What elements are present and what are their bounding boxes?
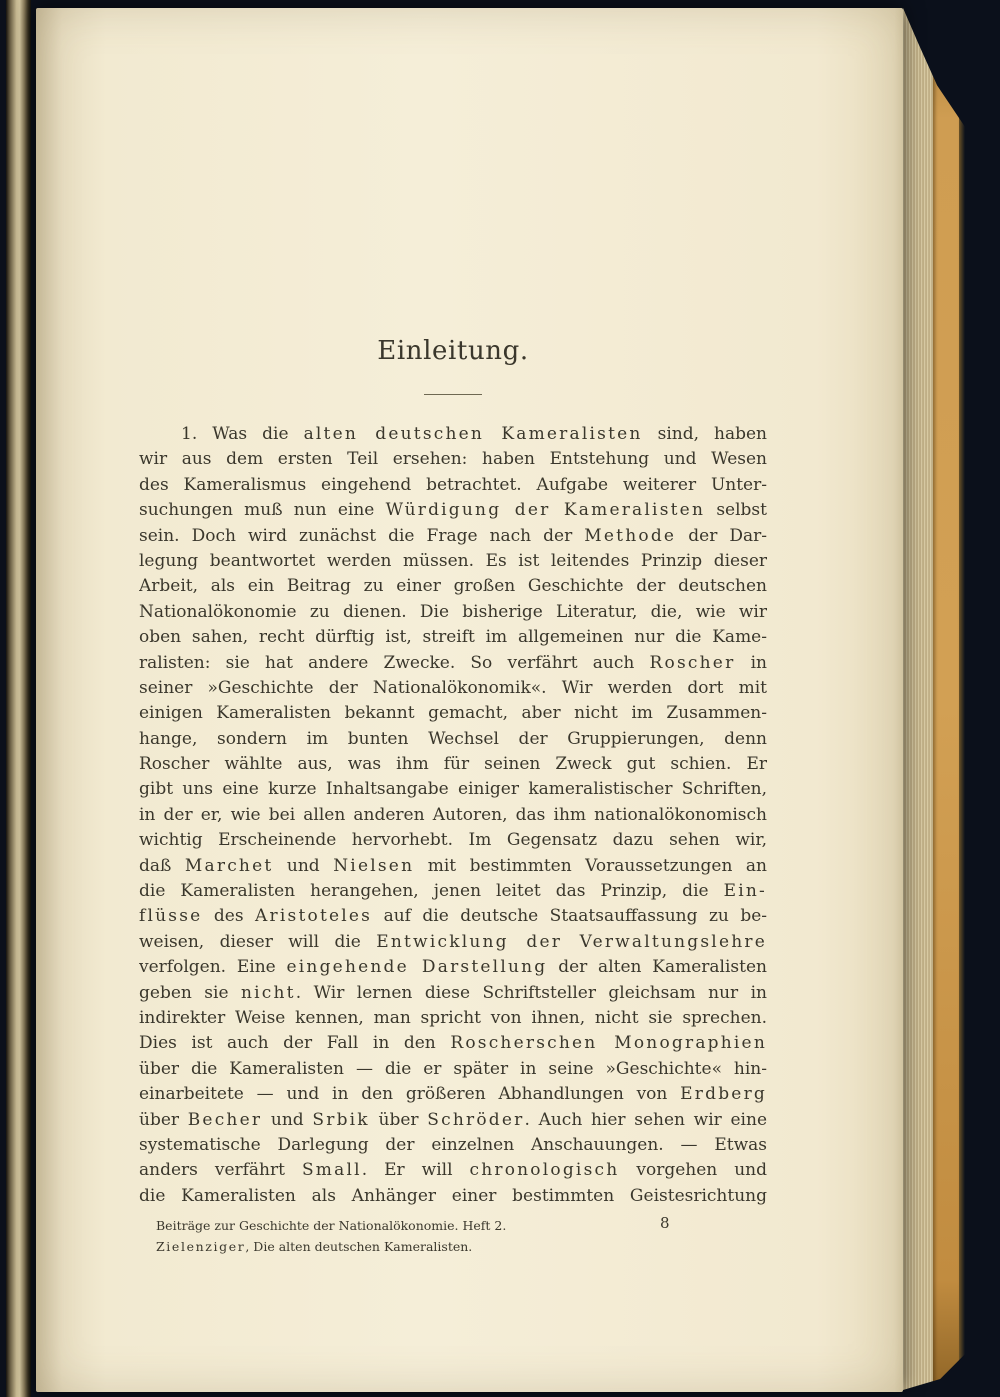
fore-edge: [903, 8, 965, 1390]
text-line: [139, 1133, 767, 1158]
text-segment: . Er will: [361, 1160, 470, 1181]
emphasized-text: Roscher: [649, 652, 736, 673]
text-segment: Dies ist auch der Fall in den: [139, 1033, 451, 1054]
text-segment: die Kameralisten als Anhänger einer bestimmten Geistesrichtung: [139, 1185, 767, 1206]
text-line: [139, 1108, 767, 1133]
text-segment: einigen Kameralisten bekannt gemacht, aber nicht im Zusammen-: [139, 703, 767, 724]
text-segment: des: [202, 906, 256, 927]
text-segment: über die Kameralisten — die er später in seine »Geschichte« hin-: [139, 1058, 767, 1079]
text-segment: weisen, dieser will die: [139, 931, 377, 952]
emphasized-text: chronologisch: [469, 1160, 620, 1181]
book-page: [36, 8, 903, 1392]
text-line: [139, 473, 767, 498]
text-line: [139, 701, 767, 726]
text-segment: des Kameralismus eingehend betrachtet. Aufgabe weiterer Unter-: [139, 474, 767, 495]
page-title: Einleitung.: [377, 336, 529, 366]
text-line: [139, 777, 767, 802]
text-segment: gibt uns eine kurze Inhaltsangabe einiger kameralistischer Schriften,: [139, 779, 767, 800]
footer-author-name: Zielenziger: [156, 1239, 246, 1254]
text-line: [139, 1082, 767, 1107]
text-segment: selbst: [705, 500, 767, 521]
text-segment: in der er, wie bei allen anderen Autoren, das ihm nationalökonomisch: [139, 804, 767, 825]
emphasized-text: Marchet: [184, 855, 274, 876]
text-line: [139, 752, 767, 777]
text-segment: legung beantwortet werden müssen. Es ist leitendes Prinzip dieser: [139, 550, 767, 571]
text-segment: Roscher wählte aus, was ihm für seinen Zweck gut schien. Er: [139, 754, 767, 775]
emphasized-text: Nielsen: [333, 855, 415, 876]
text-segment: über: [139, 1109, 188, 1130]
emphasized-text: Schröder: [427, 1109, 525, 1130]
text-segment: verfolgen. Eine: [139, 957, 287, 978]
emphasized-text: Ein-: [723, 881, 767, 902]
emphasized-text: Entwicklung der Verwaltungslehre: [376, 931, 767, 952]
footer-series-note: Beiträge zur Geschichte der Nationalökonomie. Heft 2.: [156, 1218, 507, 1233]
emphasized-text: Becher: [187, 1109, 263, 1130]
edge-shadow: [959, 8, 965, 1390]
text-line: [139, 498, 767, 523]
text-segment: geben sie: [139, 982, 241, 1003]
text-line: [139, 1184, 767, 1209]
text-segment: ralisten: sie hat andere Zwecke. So verfährt auch: [139, 652, 650, 673]
text-segment: . Wir lernen diese Schriftsteller gleichsam nur in: [295, 982, 767, 1003]
text-line: [139, 1006, 767, 1031]
text-line: [139, 879, 767, 904]
page-stack-edge: [903, 8, 933, 1390]
footer-author-rest: , Die alten deutschen Kameralisten.: [245, 1239, 473, 1254]
text-segment: einarbeitete — und in den größeren Abhandlungen von: [139, 1084, 681, 1105]
text-segment: wichtig Erscheinende hervorhebt. Im Gegensatz dazu sehen wir,: [139, 830, 767, 851]
text-segment: vorgehen und: [619, 1160, 767, 1181]
text-line: [139, 422, 767, 447]
emphasized-text: Small: [301, 1160, 362, 1181]
text-line: [139, 447, 767, 472]
text-segment: sind, haben: [642, 424, 767, 444]
text-segment: anders verfährt: [139, 1160, 302, 1181]
text-line: [139, 904, 767, 929]
text-segment: mit bestimmten Voraussetzungen an: [414, 855, 767, 876]
text-line: [139, 803, 767, 828]
emphasized-text: Aristoteles: [255, 906, 373, 927]
text-segment: wir aus dem ersten Teil ersehen: haben Entstehung und Wesen: [139, 449, 767, 470]
text-segment: suchungen muß nun eine: [139, 500, 386, 521]
text-line: [139, 854, 767, 879]
text-segment: und: [262, 1109, 313, 1130]
book-cover-edge: [933, 8, 959, 1390]
text-line: [139, 549, 767, 574]
text-segment: die Kameralisten herangehen, jenen leitet das Prinzip, die: [139, 881, 724, 902]
text-line: [139, 727, 767, 752]
text-line: [139, 676, 767, 701]
text-line: [139, 1057, 767, 1082]
text-line: [139, 625, 767, 650]
text-segment: über: [369, 1109, 428, 1130]
text-segment: . Auch hier sehen wir eine: [524, 1109, 767, 1130]
footer-author-note: [156, 1239, 472, 1254]
emphasized-text: nicht: [240, 982, 296, 1003]
text-segment: der alten Kameralisten: [547, 957, 767, 978]
text-line: [139, 828, 767, 853]
emphasized-text: Methode: [584, 525, 677, 546]
emphasized-text: Srbik: [312, 1109, 370, 1130]
emphasized-text: flüsse: [139, 906, 203, 927]
text-segment: der Dar-: [676, 525, 767, 546]
text-line: [139, 930, 767, 955]
text-line: [139, 1031, 767, 1056]
text-segment: in: [735, 652, 767, 673]
text-segment: indirekter Weise kennen, man spricht von ihnen, nicht sie sprechen.: [139, 1007, 767, 1028]
text-segment: sein. Doch wird zunächst die Frage nach der: [139, 525, 585, 546]
body-text: [139, 422, 767, 1209]
text-segment: seiner »Geschichte der Nationalökonomik«. Wir werden dort mit: [139, 677, 767, 698]
text-segment: systematische Darlegung der einzelnen Anschauungen. — Etwas: [139, 1134, 767, 1155]
text-segment: auf die deutsche Staatsauffassung zu be-: [372, 906, 767, 927]
text-segment: daß: [139, 855, 185, 876]
emphasized-text: alten deutschen Kameralisten: [303, 424, 643, 444]
text-segment: und: [273, 855, 334, 876]
text-segment: Arbeit, als ein Beitrag zu einer großen Geschichte der deutschen: [139, 576, 767, 597]
emphasized-text: Roscherschen Monographien: [450, 1033, 767, 1054]
text-segment: 1. Was die: [181, 424, 304, 444]
text-line: [139, 574, 767, 599]
signature-number: 8: [660, 1214, 670, 1232]
text-line: [139, 651, 767, 676]
text-segment: Nationalökonomie zu dienen. Die bisherige Literatur, die, wie wir: [139, 601, 767, 622]
left-page-edge: [6, 0, 31, 1397]
title-divider: [424, 394, 482, 395]
text-line: [139, 600, 767, 625]
text-line: [139, 1158, 767, 1183]
text-line: [139, 955, 767, 980]
text-segment: hange, sondern im bunten Wechsel der Gruppierungen, denn: [139, 728, 767, 749]
text-line: [139, 524, 767, 549]
emphasized-text: Erdberg: [680, 1084, 767, 1105]
text-segment: oben sahen, recht dürftig ist, streift im allgemeinen nur die Kame-: [139, 627, 767, 648]
text-line: [139, 981, 767, 1006]
emphasized-text: Würdigung der Kameralisten: [385, 500, 706, 521]
emphasized-text: eingehende Darstellung: [286, 957, 548, 978]
